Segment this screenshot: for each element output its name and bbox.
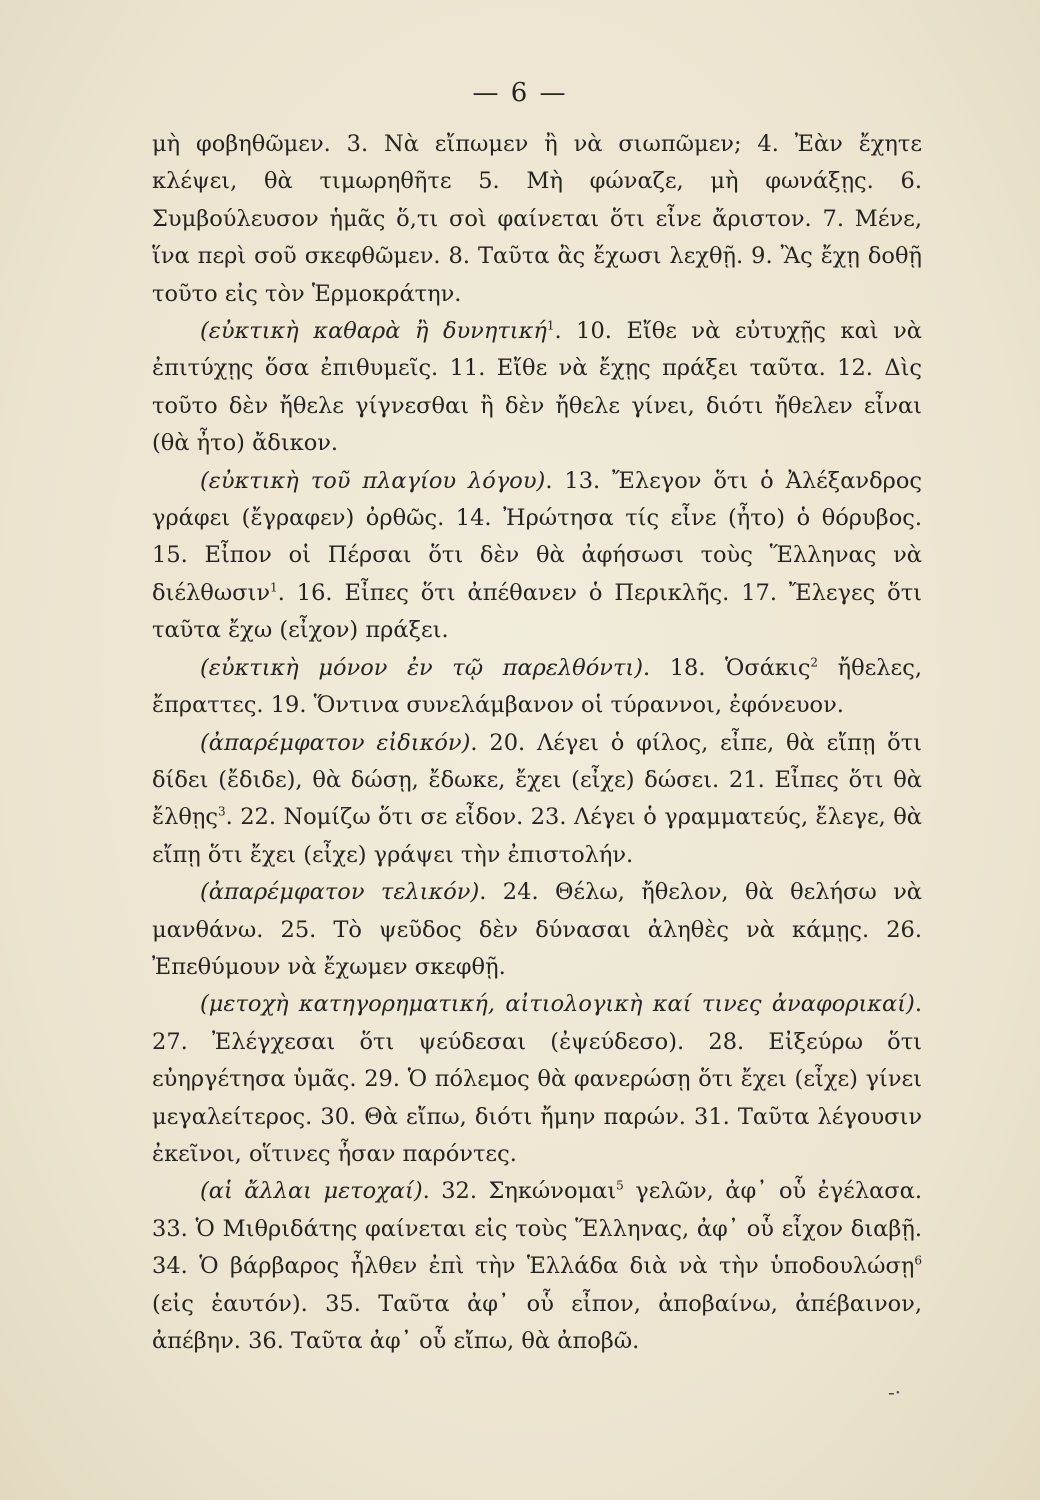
paragraph-8-text-c: (εἰς ἑαυτόν). 35. Ταῦτα ἀφ᾽ οὗ εἶπον, ἀποβαίνω, ἀπέβαινον, ἀπέβην. 36. Ταῦτα ἀφ᾽ οὗ εἴπω, θὰ ἀποβῶ.	[152, 1290, 922, 1354]
footnote-ref-5: 5	[616, 1178, 624, 1193]
page-number: — 6 —	[472, 78, 568, 108]
footnote-ref-6: 6	[914, 1253, 922, 1268]
section-label-infinitive-declarative: (ἀπαρέμφατον εἰδικόν)	[200, 729, 471, 756]
paragraph-5-text-b: . 22. Νομίζω ὅτι σε εἶδον. 23. Λέγει ὁ γραμματεύς, ἔλεγε, θὰ εἴπῃ ὅτι ἔχει (εἶχε) γράψει τὴν ἐπιστολήν.	[152, 804, 922, 868]
paragraph-5	[152, 725, 922, 875]
paragraph-5-text-a: . 20. Λέγει ὁ φίλος, εἶπε, θὰ εἴπῃ ὅτι δίδει (ἔδιδε), θὰ δώσῃ, ἔδωκε, ἔχει (εἶχε) δώσει. 21. Εἶπες ὅτι θὰ ἔλθῃς	[152, 729, 923, 831]
paragraph-6-text: . 24. Θέλω, ἤθελον, θὰ θελήσω νὰ μανθάνω. 25. Τὸ ψεῦδος δὲν δύνασαι ἀληθὲς νὰ κάμῃς. 26. Ἐπεθύμουν νὰ ἔχωμεν σκεφθῇ.	[152, 879, 923, 980]
paragraph-4-text-b: ἤθελες, ἔπραττες. 19. Ὅντινα συνελάμβανον οἱ τύραννοι, ἐφόνευον.	[152, 654, 922, 719]
footnote-ref-2: 2	[810, 655, 819, 670]
footnote-ref-3: 3	[217, 804, 226, 819]
footnote-ref-1: 1	[546, 318, 555, 333]
section-label-optative-pure: (εὐκτικὴ καθαρὰ ἢ δυνητική	[200, 318, 547, 345]
paragraph-3	[152, 463, 922, 650]
paragraph-3-text-b: . 16. Εἶπες ὅτι ἀπέθανεν ὁ Περικλῆς. 17. Ἔλεγες ὅτι ταῦτα ἔχω (εἶχον) πράξει.	[152, 579, 922, 644]
paragraph-2	[152, 313, 922, 463]
section-label-participle-predicative: (μετοχὴ κατηγορηματική, αἰτιολογικὴ καί τινες ἀναφορικαί)	[200, 991, 915, 1018]
paragraph-2-text: . 10. Εἴθε νὰ εὐτυχῇς καὶ νὰ ἐπιτύχῃς ὅσα ἐπιθυμεῖς. 11. Εἴθε νὰ ἔχῃς πράξει ταῦτα. 12. Δὶς τοῦτο δὲν ἤθελε γίγνεσθαι ἢ δὲν ἤθελε γίνει, διότι ἤθελεν εἶναι (θὰ ἦτο) ἄδικον.	[152, 318, 922, 457]
paragraph-4-text-a: . 18. Ὁσάκις	[643, 654, 811, 681]
section-label-infinitive-final: (ἀπαρέμφατον τελικόν)	[200, 879, 480, 906]
paragraph-8	[152, 1173, 922, 1360]
stray-mark: -·	[888, 1380, 902, 1404]
section-label-indirect-speech: (εὐκτικὴ τοῦ πλαγίου λόγου)	[200, 467, 546, 494]
footnote-ref-1b: 1	[270, 580, 278, 595]
body-text	[152, 126, 922, 1360]
paragraph-6	[152, 874, 922, 986]
paragraph-4	[152, 650, 922, 725]
paragraph-8-text-a: . 32. Σηκώνομαι	[422, 1178, 617, 1205]
paragraph-7-text: . 27. Ἐλέγχεσαι ὅτι ψεύδεσαι (ἐψεύδεσο). 28. Εἰξεύρω ὅτι εὐηργέτησα ὑμᾶς. 29. Ὁ πόλεμος θὰ φανερώσῃ ὅτι ἔχει (εἶχε) γίνει μεγαλείτερος. 30. Θὰ εἴπω, διότι ἤμην παρών. 31. Ταῦτα λέγουσιν ἐκεῖνοι, οἵτινες ἦσαν παρόντες.	[152, 991, 922, 1167]
paragraph-7	[152, 986, 922, 1173]
section-label-past-only: (εὐκτικὴ μόνον ἐν τῷ παρελθόντι)	[200, 654, 643, 681]
paragraph-1	[152, 126, 922, 313]
section-label-other-participles: (αἱ ἄλλαι μετοχαί)	[200, 1178, 423, 1205]
paragraph-1-text: μὴ φοβηθῶμεν. 3. Νὰ εἴπωμεν ἢ νὰ σιωπῶμεν; 4. Ἐὰν ἔχητε κλέψει, θὰ τιμωρηθῆτε 5. Μὴ φώναζε, μὴ φωνάξῃς. 6. Συμβούλευσον ἡμᾶς ὅ,τι σοὶ φαίνεται ὅτι εἶνε ἄριστον. 7. Μένε, ἵνα περὶ σοῦ σκεφθῶμεν. 8. Ταῦτα ἂς ἔχωσι λεχθῇ. 9. Ἂς ἔχῃ δοθῇ τοῦτο εἰς τὸν Ἑρμοκράτην.	[152, 131, 922, 307]
paragraph-8-text-b: γελῶν, ἀφ᾽ οὗ ἐγέλασα. 33. Ὁ Μιθριδάτης φαίνεται εἰς τοὺς Ἕλληνας, ἀφ᾽ οὗ εἶχον διαβῇ. 34. Ὁ βάρβαρος ἦλθεν ἐπὶ τὴν Ἑλλάδα διὰ νὰ τὴν ὑποδουλώσῃ	[152, 1178, 922, 1280]
paragraph-3-text-a: . 13. Ἔλεγον ὅτι ὁ Ἀλέξανδρος γράφει (ἔγραφεν) ὀρθῶς. 14. Ἠρώτησα τίς εἶνε (ἦτο) ὁ θόρυβος. 15. Εἶπον οἱ Πέρσαι ὅτι δὲν θὰ ἀφήσωσι τοὺς Ἕλληνας νὰ διέλθωσιν	[152, 467, 922, 606]
